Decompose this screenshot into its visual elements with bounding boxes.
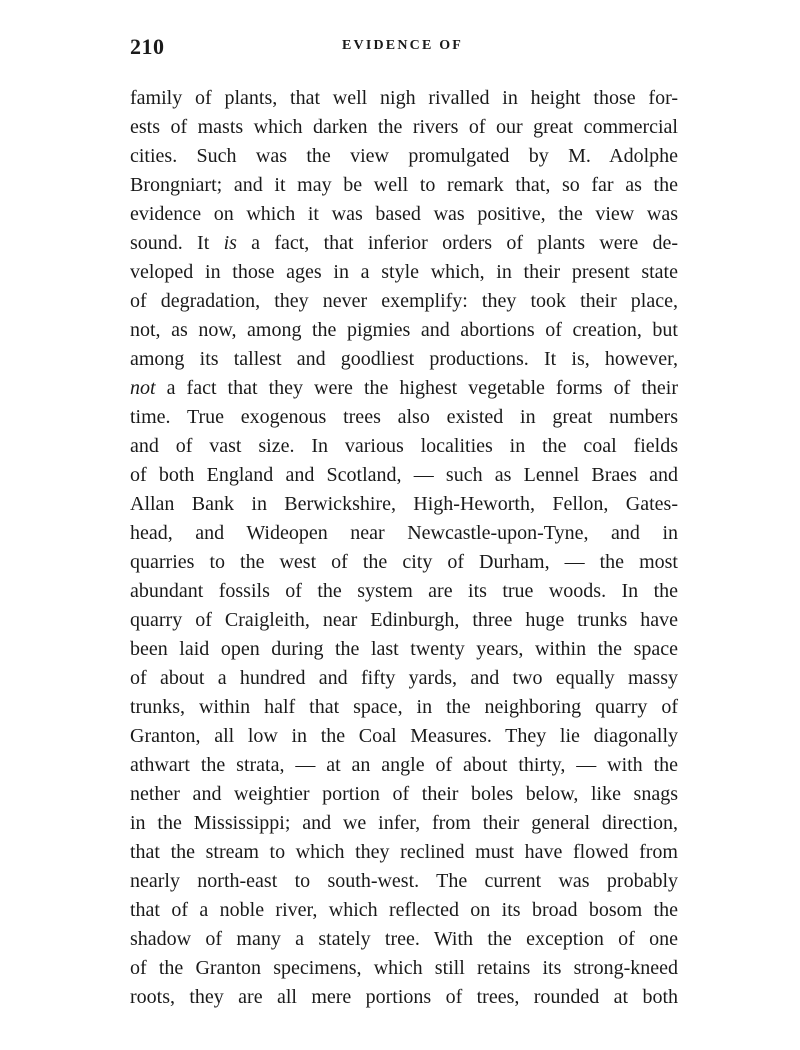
running-head: EVIDENCE OF [342, 38, 464, 53]
body-text [130, 84, 678, 1012]
text-line: shadow of many a stately tree. With the exception of one [130, 928, 678, 950]
text-line: athwart the strata, — at an angle of about thirty, — with the [130, 754, 678, 776]
text-line: abundant fossils of the system are its true woods. In the [130, 580, 678, 602]
text-line: cities. Such was the view promulgated by M. Adolphe [130, 145, 678, 167]
text-line: quarries to the west of the city of Durham, — the most [130, 551, 678, 573]
text-line: Allan Bank in Berwickshire, High-Heworth, Fellon, Gates- [130, 493, 678, 515]
text-line: time. True exogenous trees also existed in great numbers [130, 406, 678, 428]
text-line: Granton, all low in the Coal Measures. They lie diagonally [130, 725, 678, 747]
text-line: evidence on which it was based was positive, the view was [130, 203, 678, 225]
text-line: not a fact that they were the highest vegetable forms of their [130, 377, 678, 399]
text-line: that of a noble river, which reflected on its broad bosom the [130, 899, 678, 921]
text-line: been laid open during the last twenty years, within the space [130, 638, 678, 660]
text-line: that the stream to which they reclined must have flowed from [130, 841, 678, 863]
emphasized-word: not [130, 377, 156, 399]
text-line: among its tallest and goodliest productions. It is, however, [130, 348, 678, 370]
text-line: family of plants, that well nigh rivalled in height those for- [130, 87, 678, 109]
text-line: trunks, within half that space, in the neighboring quarry of [130, 696, 678, 718]
text-line: of degradation, they never exemplify: they took their place, [130, 290, 678, 312]
text-line: of about a hundred and fifty yards, and two equally massy [130, 667, 678, 689]
text-line: nether and weightier portion of their boles below, like snags [130, 783, 678, 805]
text-line: head, and Wideopen near Newcastle-upon-Tyne, and in [130, 522, 678, 544]
page-number: 210 [130, 34, 165, 59]
text-line: ests of masts which darken the rivers of our great commercial [130, 116, 678, 138]
text-line: in the Mississippi; and we infer, from their general direction, [130, 812, 678, 834]
emphasized-word: is [223, 232, 237, 254]
text-line: not, as now, among the pigmies and abortions of creation, but [130, 319, 678, 341]
text-line: Brongniart; and it may be well to remark that, so far as the [130, 174, 678, 196]
text-line: of both England and Scotland, — such as Lennel Braes and [130, 464, 678, 486]
text-line: roots, they are all mere portions of trees, rounded at both [130, 986, 678, 1008]
text-line: of the Granton specimens, which still retains its strong-kneed [130, 957, 678, 979]
text-line: nearly north-east to south-west. The current was probably [130, 870, 678, 892]
text-line: and of vast size. In various localities in the coal fields [130, 435, 678, 457]
text-line: sound. It is a fact, that inferior orders of plants were de- [130, 232, 679, 254]
text-line: quarry of Craigleith, near Edinburgh, three huge trunks have [130, 609, 678, 631]
text-line: veloped in those ages in a style which, in their present state [130, 261, 678, 283]
